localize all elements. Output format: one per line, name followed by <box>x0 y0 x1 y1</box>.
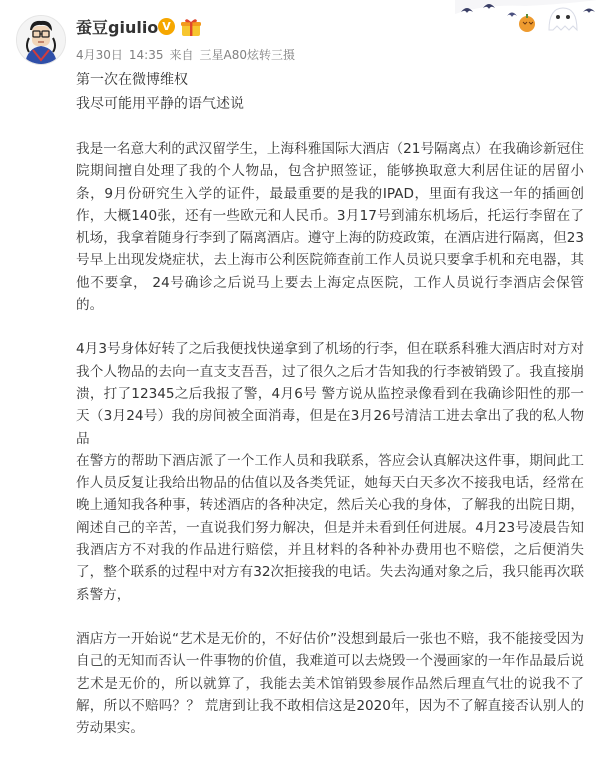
post-body <box>76 138 584 739</box>
post-time[interactable]: 14:35 <box>128 48 164 62</box>
post-date[interactable]: 4月30日 <box>76 48 123 62</box>
post-paragraph: 我是一名意大利的武汉留学生，上海科雅国际大酒店（21号隔离点）在我确诊新冠住院期间擅自处理了我的个人物品，包含护照签证，能够换取意大利居住证的居留小条，9月份研究生入学的证件，最最重要的是我的IPAD，里面有我这一年的插画创作，大概140张，还有一些欧元和人民币。3月17号到浦东机场后，托运行李留在了机场，我拿着随身行李到了隔离酒店。遵守上海的防疫政策，在酒店进行隔离，但23号早上出现发烧症状，去上海市公利医院筛查前工作人员说只要拿手机和充电器，其他不要拿， 24号确诊之后说马上要去上海定点医院，工作人员说行李酒店会保管的。 <box>76 141 584 314</box>
post-paragraph: 酒店方一开始说“艺术是无价的，不好估价”没想到最后一张也不赔，我不能接受因为自己的无知而否认一件事物的价值，我难道可以去烧毁一个漫画家的一年作品最后说艺术是无价的，所以就算了，我能去美术馆销毁参展作品然后理直气壮的说我不了解，所以不赔吗？？ 荒唐到让我不敢相信这是2020年，因为不了解直接否认别人的劳动果实。 <box>76 630 584 737</box>
intro-line: 我尽可能用平静的语气述说 <box>76 96 244 112</box>
avatar-illustration-icon <box>17 16 65 64</box>
avatar[interactable] <box>16 15 66 65</box>
verified-icon: V <box>158 18 175 35</box>
username[interactable]: 蚕豆giulio <box>76 18 159 37</box>
post-meta <box>76 47 301 63</box>
intro-line: 第一次在微博维权 <box>76 72 188 88</box>
post-header <box>0 0 597 120</box>
halloween-decoration-icon <box>455 0 597 40</box>
post-intro <box>76 68 244 116</box>
member-gift-icon[interactable] <box>180 17 202 37</box>
post-source-prefix: 来自 <box>169 48 194 62</box>
post-paragraph: 4月3号身体好转了之后我便找快递拿到了机场的行李，但在联系科雅大酒店时对方对我个人物品的去向一直支支吾吾，过了很久之后才告知我的行李被销毁了。我直接崩溃，打了12345之后我报了警，4月6号 警方说从监控录像看到在我确诊阳性的那一天（3月24号）我的房间被全面消毒，但是在3月26号清洁工进去拿出了我的私人物品 <box>76 341 584 447</box>
post-device[interactable]: 三星A80炫转三摄 <box>199 48 295 62</box>
post-paragraph: 在警方的帮助下酒店派了一个工作人员和我联系，答应会认真解决这件事，期间此工作人员反复让我给出物品的估值以及各类凭证，她每天白天多次不接我电话，经常在晚上通知我各种事，转述酒店的各种决定，然后关心我的身体，了解我的出院日期，阐述自己的辛苦，一直说我们努力解决，但是并未看到任何进展。4月23号凌晨告知我酒店方不对我的作品进行赔偿，并且材料的各种补办费用也不赔偿，之后便消失了，整个联系的过程中对方有32次拒接我的电话。失去沟通对象之后，我只能再次联系警方， <box>76 452 584 603</box>
